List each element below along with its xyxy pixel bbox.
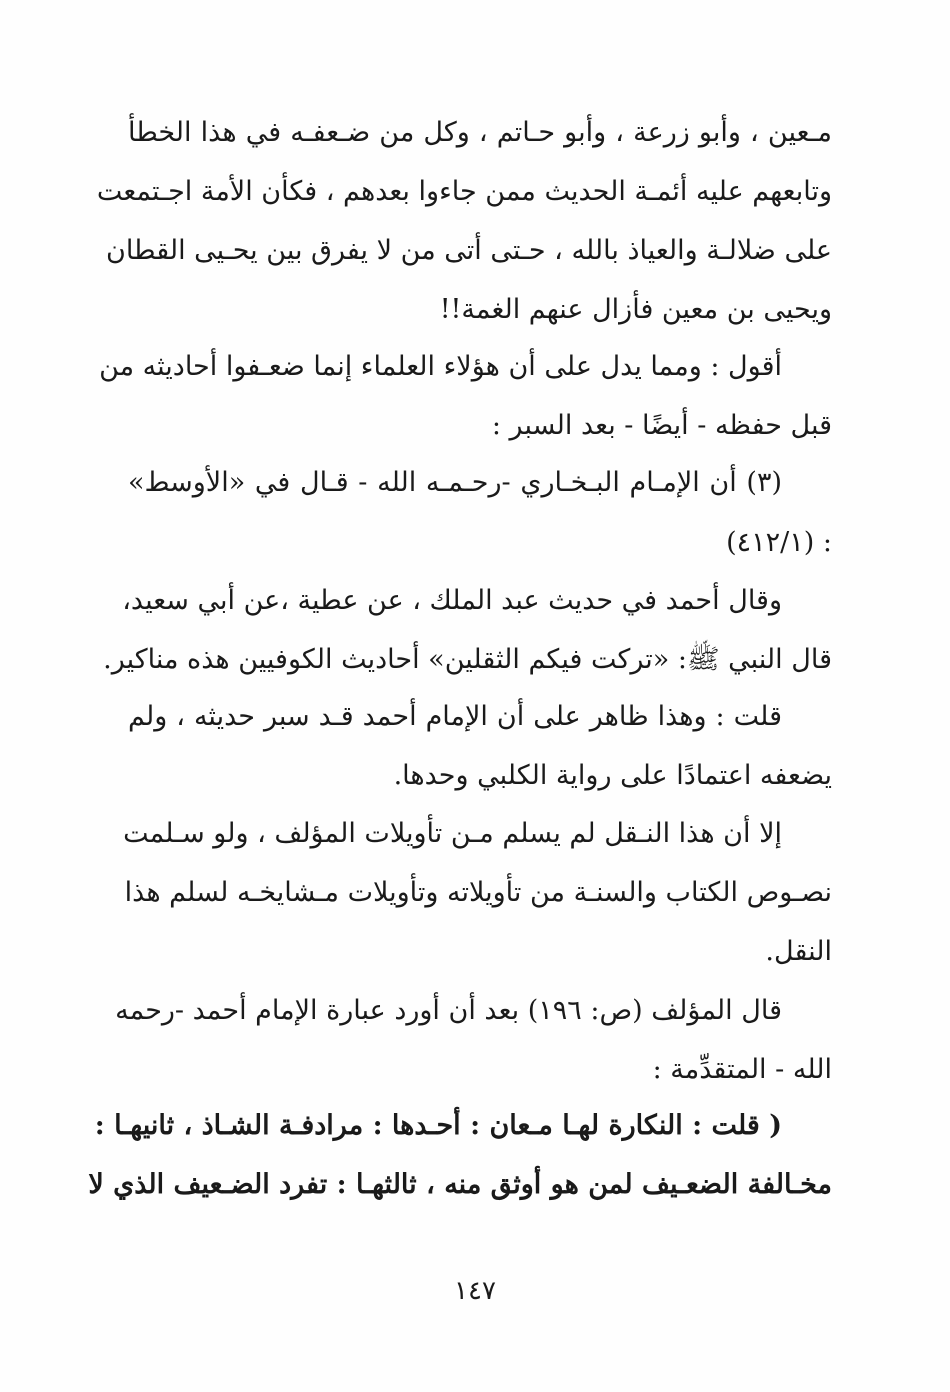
text-line-1: مـعين ، وأبو زرعة ، وأبو حـاتم ، وكل من ضـعفـه في هذا الخطأ xyxy=(128,117,832,148)
text-line-8: : (٤١٢/١) xyxy=(726,527,832,558)
text-line-13: إلا أن هذا النـقل لم يسلم مـن تأويلات المؤلف ، ولو سـلمت xyxy=(123,818,782,849)
text-line-19-quoted: مخـالفة الضعـيف لمن هو أوثق منه ، ثالثهـا : تفرد الضـعيف الذي لا xyxy=(88,1169,832,1200)
text-line-4: ويحيى بن معين فأزال عنهم الغمة!! xyxy=(439,294,832,325)
text-line-3: على ضلالـة والعياذ بالله ، حـتى أتى من لا يفرق بين يحـيى القطان xyxy=(106,235,832,266)
page-number: ١٤٧ xyxy=(454,1276,496,1306)
text-line-11: قلت : وهذا ظاهر على أن الإمام أحمد قـد سبر حديثه ، ولم xyxy=(128,701,782,732)
text-line-5: أقول : ومما يدل على أن هؤلاء العلماء إنما ضعـفوا أحاديثه من xyxy=(99,351,782,382)
text-line-14: نصـوص الكتاب والسنـة من تأويلاته وتأويلات مـشايخـه لسلم هذا xyxy=(124,877,832,908)
text-line-17: الله - المتقدِّمة : xyxy=(652,1054,832,1085)
text-line-18-quoted: ( قلت : النكارة لهـا مـعان : أحـدها : مرادفـة الشـاذ ، ثانيهـا : xyxy=(94,1110,782,1141)
text-line-16: قال المؤلف (ص: ١٩٦) بعد أن أورد عبارة الإمام أحمد -رحمه xyxy=(115,995,782,1026)
text-line-15: النقل. xyxy=(765,936,832,967)
text-line-10: قال النبي ﷺ: «تركت فيكم الثقلين» أحاديث الكوفيين هذه مناكير. xyxy=(103,644,832,675)
text-line-6: قبل حفظه - أيضًا - بعد السبر : xyxy=(491,410,832,441)
text-line-2: وتابعهم عليه أئمـة الحديث ممن جاءوا بعدهم ، فكأن الأمة اجـتمعت xyxy=(96,176,832,207)
text-line-7: (٣) أن الإمـام البـخـاري -رحـمـه الله - قـال في «الأوسط» xyxy=(128,467,782,498)
text-line-12: يضعفه اعتمادًا على رواية الكلبي وحدها. xyxy=(393,760,832,791)
text-line-9: وقال أحمد في حديث عبد الملك ، عن عطية ،عن أبي سعيد، xyxy=(122,585,782,616)
